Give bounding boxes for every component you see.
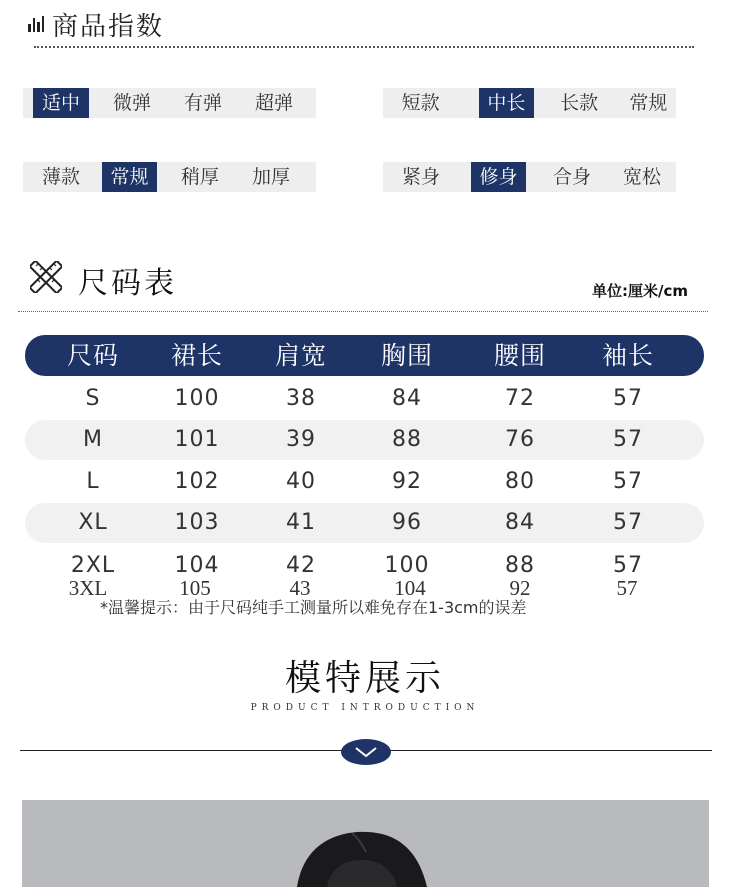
cell: 88 bbox=[392, 427, 422, 452]
header-cell: 裙长 bbox=[170, 341, 223, 370]
section-title-size: 尺码表 bbox=[78, 266, 177, 301]
cell: 100 bbox=[384, 553, 430, 578]
cell: 40 bbox=[286, 469, 316, 494]
cell: 38 bbox=[286, 386, 316, 411]
section-title-index: 商品指数 bbox=[52, 12, 165, 42]
bar-chart-icon bbox=[28, 16, 44, 32]
unit-label: 单位:厘米/cm bbox=[592, 282, 688, 300]
cell: 84 bbox=[392, 386, 422, 411]
section-divider bbox=[18, 311, 708, 312]
index-option: 合身 bbox=[552, 166, 591, 188]
cell: 92 bbox=[509, 576, 531, 600]
cell: 104 bbox=[394, 576, 426, 600]
table-row bbox=[25, 379, 704, 419]
cell-size: XL bbox=[78, 510, 108, 535]
index-option: 修身 bbox=[471, 162, 526, 192]
index-option: 中长 bbox=[479, 88, 533, 118]
cell: 101 bbox=[174, 427, 220, 452]
cell: 72 bbox=[505, 386, 535, 411]
index-option: 稍厚 bbox=[180, 166, 219, 188]
index-option: 有弹 bbox=[183, 92, 222, 114]
model-photo bbox=[22, 800, 709, 887]
table-row bbox=[25, 503, 704, 543]
index-option: 长款 bbox=[560, 92, 599, 114]
section-subtitle: PRODUCT INTRODUCTION bbox=[250, 703, 480, 713]
index-option: 常规 bbox=[629, 92, 668, 114]
index-group-elasticity bbox=[23, 88, 316, 118]
cell: 57 bbox=[613, 469, 643, 494]
cell-size: S bbox=[85, 386, 101, 411]
cell: 103 bbox=[174, 510, 220, 535]
header-cell: 腰围 bbox=[493, 341, 546, 370]
header-cell: 尺码 bbox=[66, 341, 119, 370]
measurement-tip: *温馨提示：由于尺码纯手工测量所以难免存在1-3cm的误差 bbox=[100, 598, 527, 617]
cell: 96 bbox=[392, 510, 422, 535]
cell: 100 bbox=[174, 386, 220, 411]
cell: 57 bbox=[613, 427, 643, 452]
index-group-fit bbox=[383, 162, 676, 192]
cell-size: 2XL bbox=[70, 553, 116, 578]
cell: 102 bbox=[174, 469, 220, 494]
chevron-down-icon bbox=[341, 739, 391, 765]
index-option: 加厚 bbox=[251, 166, 290, 188]
index-option: 适中 bbox=[33, 88, 89, 118]
measure-tools-icon bbox=[30, 261, 62, 293]
index-option: 薄款 bbox=[41, 166, 80, 188]
cell: 80 bbox=[505, 469, 535, 494]
cell: 57 bbox=[613, 553, 643, 578]
cell: 88 bbox=[505, 553, 535, 578]
index-group-thickness bbox=[23, 162, 316, 192]
table-row bbox=[25, 420, 704, 460]
table-row bbox=[25, 462, 704, 502]
cell: 41 bbox=[286, 510, 316, 535]
cell: 104 bbox=[174, 553, 220, 578]
index-option: 微弹 bbox=[112, 92, 151, 114]
model-hair-image bbox=[22, 800, 709, 887]
cell: 57 bbox=[613, 510, 643, 535]
header-cell: 肩宽 bbox=[274, 341, 327, 370]
cell: 39 bbox=[286, 427, 316, 452]
cell: 84 bbox=[505, 510, 535, 535]
index-option: 紧身 bbox=[401, 166, 440, 188]
index-option: 宽松 bbox=[622, 166, 661, 188]
cell: 105 bbox=[179, 576, 211, 600]
cell: 43 bbox=[289, 576, 311, 600]
size-table-header bbox=[25, 335, 704, 376]
cell: 76 bbox=[505, 427, 535, 452]
section-title-model: 模特展示 bbox=[284, 658, 445, 699]
cell: 42 bbox=[286, 553, 316, 578]
index-option: 超弹 bbox=[254, 92, 293, 114]
chevron-badge bbox=[341, 739, 391, 765]
section-divider bbox=[34, 46, 694, 48]
cell-size: M bbox=[83, 427, 103, 452]
header-cell: 胸围 bbox=[380, 341, 433, 370]
index-group-length bbox=[383, 88, 676, 118]
cell: 57 bbox=[616, 576, 638, 600]
cell: 57 bbox=[613, 386, 643, 411]
index-option: 短款 bbox=[401, 92, 440, 114]
index-option: 常规 bbox=[102, 162, 157, 192]
header-cell: 袖长 bbox=[601, 341, 654, 370]
cell-size: 3XL bbox=[68, 576, 108, 600]
cell: 92 bbox=[392, 469, 422, 494]
cell-size: L bbox=[86, 469, 100, 494]
